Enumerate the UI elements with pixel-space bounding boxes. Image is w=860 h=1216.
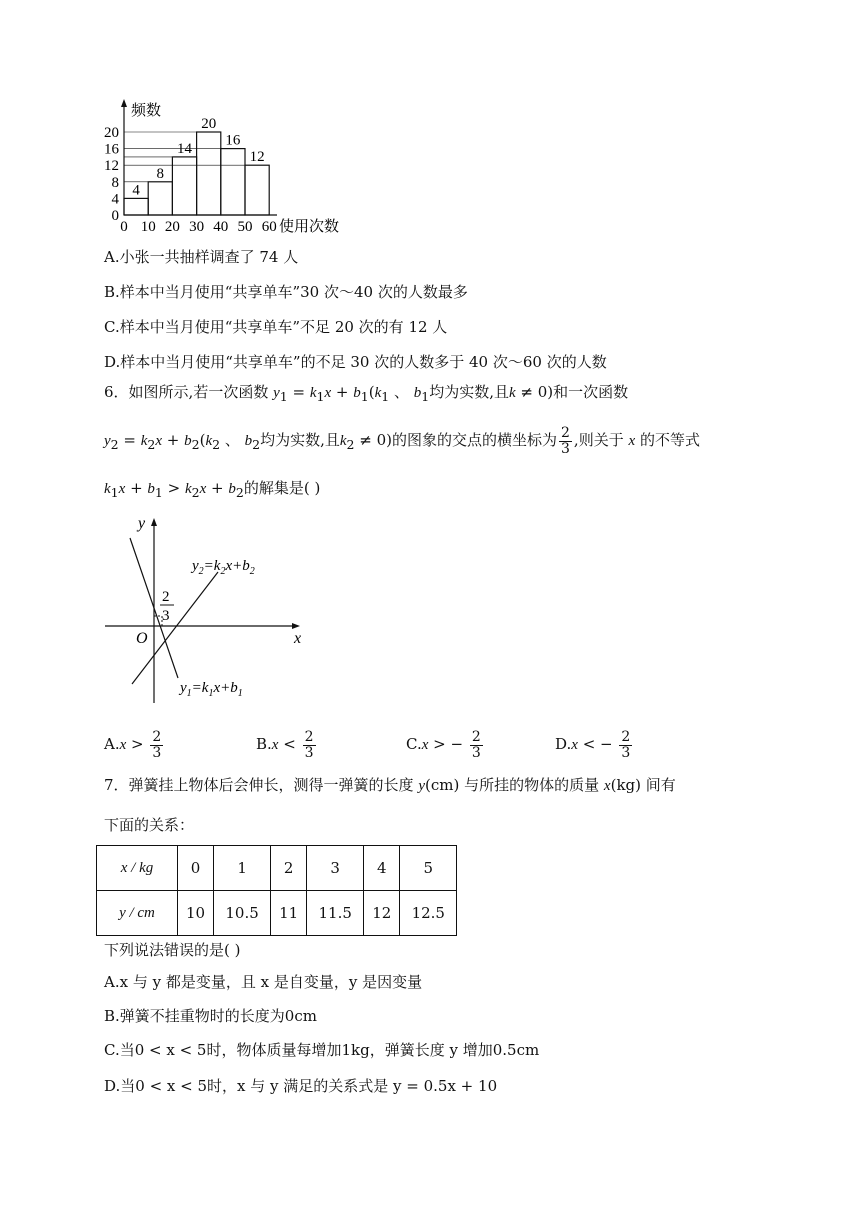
x-tick-label: 20 — [164, 219, 180, 235]
table-cell: 11 — [271, 891, 307, 936]
q7-data-table — [96, 845, 457, 936]
y-axis-label: 频数 — [131, 103, 162, 119]
q6-line-2: $y_2 = k_2x + b_2(k_2$ 、 $b_2$均为实数,且$k_2 \ne 0$)的图象的交点的横坐标为 $\frac{2}{3}$ ,则关于 x 的不等式 — [104, 424, 700, 457]
q6-line-3: $k_1x + b_1 > k_2x + b_2$的解集是( ) — [104, 479, 321, 500]
q5-option-b: B.样本中当月使用“共享单车”30 次～40 次的人数最多 — [104, 283, 468, 301]
x-tick-label: 10 — [140, 219, 156, 235]
q6-option-a: A.x > $\frac{2}{3}$ — [104, 728, 162, 761]
graph-frac-den: 3 — [162, 608, 170, 624]
q5-option-a: A.小张一共抽样调查了 74 人 — [104, 248, 299, 266]
q5-option-d: D.样本中当月使用“共享单车”的不足 30 次的人数多于 40 次～60 次的人数 — [104, 353, 607, 371]
q7-line-2: 下面的关系： — [104, 816, 195, 834]
graph-label-y2: $y_2=k_2x+b_2$ — [192, 558, 255, 577]
table-cell: 12 — [364, 891, 400, 936]
bar-value-label: 20 — [201, 116, 217, 132]
graph-origin-label: O — [136, 630, 148, 647]
table-cell: 3 — [307, 846, 364, 891]
table-header-y: y / cm — [97, 891, 178, 936]
histogram-bar — [221, 149, 245, 215]
q7-option-b: B.弹簧不挂重物时的长度为0cm — [104, 1007, 317, 1025]
table-header-x: x / kg — [97, 846, 178, 891]
q7-option-c: C.当0 < x < 5时，物体质量每增加1kg，弹簧长度 y 增加0.5cm — [104, 1041, 540, 1059]
q7-question: 下列说法错误的是( ) — [104, 941, 241, 959]
table-cell: 4 — [364, 846, 400, 891]
bar-value-label: 12 — [249, 149, 265, 166]
table-cell: 5 — [400, 846, 457, 891]
table-cell: 2 — [271, 846, 307, 891]
y-tick-label: 4 — [111, 191, 119, 208]
bar-value-label: 8 — [156, 165, 165, 182]
histogram-bar — [124, 198, 148, 215]
q7-line-1: 7．弹簧挂上物体后会伸长，测得一弹簧的长度 y(cm) 与所挂的物体的质量 x(kg) 间有 — [104, 776, 676, 794]
y-axis-arrow — [121, 99, 127, 107]
histogram-chart — [95, 95, 365, 240]
graph-frac-num: 2 — [162, 589, 170, 605]
x-tick-label: 50 — [237, 219, 253, 235]
graph-x-label: x — [294, 630, 302, 647]
q7-option-a: A.x 与 y 都是变量，且 x 是自变量，y 是因变量 — [104, 973, 423, 991]
x-axis-label: 使用次数 — [279, 219, 340, 235]
bar-value-label: 16 — [225, 132, 241, 149]
graph-x-axis-arrow — [292, 623, 300, 629]
y-tick-label: 12 — [104, 158, 119, 175]
histogram-bar — [197, 132, 221, 215]
x-tick-label: 0 — [120, 219, 128, 235]
histogram-bar — [245, 165, 269, 215]
x-tick-label: 40 — [213, 219, 229, 235]
table-row — [97, 846, 457, 891]
y-tick-label: 20 — [104, 125, 119, 141]
histogram-bar — [172, 157, 196, 215]
table-cell: 10.5 — [214, 891, 271, 936]
line-y2 — [132, 572, 218, 684]
q6-function-graph — [100, 508, 320, 708]
graph-y-axis-arrow — [151, 518, 157, 526]
y-tick-label: 0 — [111, 208, 119, 224]
q6-option-c: C.x > − $\frac{2}{3}$ — [406, 728, 481, 761]
table-cell: 0 — [178, 846, 214, 891]
bar-value-label: 14 — [177, 140, 192, 157]
q5-option-c: C.样本中当月使用“共享单车”不足 20 次的有 12 人 — [104, 318, 448, 336]
graph-label-y1: $y_1=k_1x+b_1$ — [180, 680, 243, 699]
table-row — [97, 891, 457, 936]
bar-value-label: 4 — [132, 182, 140, 199]
histogram-bar — [148, 182, 172, 215]
table-cell: 11.5 — [307, 891, 364, 936]
x-tick-label: 60 — [261, 219, 277, 235]
q6-option-d: D.x < − $\frac{2}{3}$ — [555, 728, 631, 761]
q7-option-d: D.当0 < x < 5时，x 与 y 满足的关系式是 y = 0.5x + 10 — [104, 1077, 498, 1095]
y-tick-label: 8 — [111, 174, 119, 191]
x-tick-label: 30 — [189, 219, 205, 235]
table-cell: 1 — [214, 846, 271, 891]
q6-line-1: 6．如图所示,若一次函数 $y_1 = k_1x + b_1(k_1$ 、 $b_1$均为实数,且k ≠ 0)和一次函数 — [104, 383, 629, 404]
y-tick-label: 16 — [104, 141, 119, 158]
table-cell: 10 — [178, 891, 214, 936]
q6-option-b: B.x < $\frac{2}{3}$ — [256, 728, 314, 761]
graph-y-label: y — [138, 515, 146, 532]
table-cell: 12.5 — [400, 891, 457, 936]
